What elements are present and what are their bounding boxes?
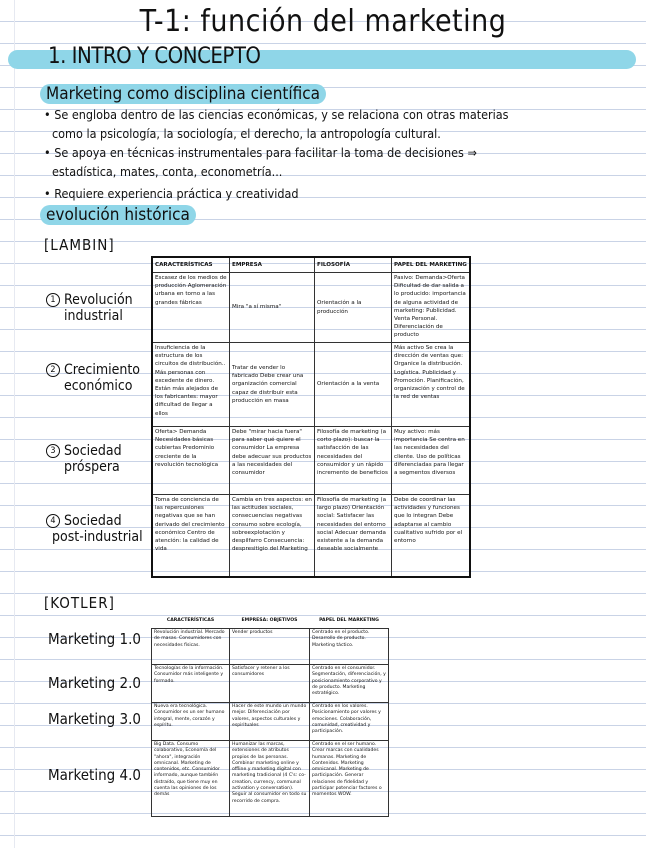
lambin-row-label <box>46 443 122 475</box>
lambin-cell: Oferta> Demanda Necesidades básicas cubiertas Predominio creciente de la revolución tecnológica <box>152 427 230 495</box>
lambin-cell: Orientación a la venta <box>315 343 392 427</box>
kotler-cell: Vender productos <box>230 629 310 665</box>
subtitle-disciplina: Marketing como disciplina científica <box>36 84 330 104</box>
kotler-row-label: Marketing 4.0 <box>48 766 141 784</box>
lambin-row <box>152 343 470 427</box>
lambin-row-label <box>46 362 140 394</box>
lambin-cell: Filosofía de marketing (a corto plazo): buscar la satisfacción de las necesidades del consumidor y un rápido incremento de beneficios <box>315 427 392 495</box>
kotler-cell: Tecnologías de la información. Consumidor más inteligente y formado. <box>152 665 230 703</box>
bullet-1-line1: • Se engloba dentro de las ciencias económicas, y se relaciona con otras materias <box>44 107 509 122</box>
lambin-cell: Escasez de los medios de producción Aglomeración urbana en torno a las grandes fábricas <box>152 273 230 343</box>
row-number: 2 <box>46 363 60 377</box>
lambin-row <box>152 427 470 495</box>
lambin-cell: Pasivo: Demanda>Oferta Dificultad de dar salida a lo producido: importancia de alguna actividad de marketing: Publicidad. Venta Personal. Diferenciación de producto <box>392 273 471 343</box>
lambin-cell: Tratar de vender lo fabricado Debe crear una organización comercial capaz de distribuir esta producción en masa <box>230 343 315 427</box>
page-title: T-1: función del marketing <box>139 4 507 39</box>
bullet-3-line1: • Requiere experiencia práctica y creatividad <box>44 186 299 201</box>
row-number: 3 <box>46 444 60 458</box>
kotler-table <box>151 614 389 817</box>
kotler-cell: Humanizar las marcas, extensiones de atributos propios de las personas. Combinar marketing online y offline y marketing digital con marketing tradicional (4 C's: co-creation, currency, communal activation y conversation). Seguir al consumidor en todo su recorrido de compra. <box>230 741 310 817</box>
lambin-cell: Toma de conciencia de las repercusiones negativas que se han derivado del crecimiento económico Centro de atención: la calidad de vida <box>152 495 230 577</box>
section-title: 1. INTRO Y CONCEPTO <box>48 44 261 69</box>
kotler-row-label: Marketing 3.0 <box>48 710 141 728</box>
kotler-cell: Centrado en el ser humano. Crear marcas con cualidades humanas. Marketing de Contenidos. Marketing omnicanal. Marketing de participación. Generar relaciones de fidelidad y participar potenciar factores o momentos WOW. <box>310 741 389 817</box>
kotler-header: PAPEL DEL MARKETING <box>319 617 379 623</box>
lambin-row <box>152 273 470 343</box>
kotler-cell: Centrado en el consumidor. Segmentación, diferenciación, y posicionamiento corporativo y de producto. Marketing estratégico. <box>310 665 389 703</box>
lambin-cell: Muy activo: más importancia Se centra en las necesidades del cliente. Uso de políticas diferenciadas para llegar a segmentos diversos <box>392 427 471 495</box>
kotler-cell: Centrado en los valores. Posicionamiento por valores y emociones. Colaboración, comunidad, creatividad y participación. <box>310 703 389 741</box>
lambin-header: PAPEL DEL MARKETING <box>392 257 471 273</box>
kotler-cell: Hacer de este mundo un mundo mejor. Diferenciación por valores, aspectos culturales y espirituales <box>230 703 310 741</box>
row-label-line2: industrial <box>64 308 123 324</box>
lambin-label: [LAMBIN] <box>44 236 115 254</box>
lambin-cell: Filosofía de marketing (a largo plazo) Orientación social: Satisfacer las necesidades del entorno social Adecuar demanda existente a la demanda deseable socialmente <box>315 495 392 577</box>
lambin-row-label <box>46 513 143 545</box>
kotler-header: EMPRESA: OBJETIVOS <box>241 617 298 623</box>
lambin-row <box>152 495 470 577</box>
kotler-cell: Satisfacer y retener a los consumidores <box>230 665 310 703</box>
lambin-header: FILOSOFÍA <box>315 257 392 273</box>
kotler-cell: Centrado en el producto. Desarrollo de producto. Marketing táctico. <box>310 629 389 665</box>
lambin-cell: Orientación a la producción <box>315 273 392 343</box>
kotler-header-row <box>152 614 389 629</box>
lambin-cell: Debe de coordinar las actividades y funciones que lo integran Debe adaptarse al cambio cualitativo sufrido por el entorno <box>392 495 471 577</box>
row-label-line1: Sociedad <box>64 443 122 459</box>
kotler-row-label: Marketing 1.0 <box>48 630 141 648</box>
row-number: 4 <box>46 514 60 528</box>
kotler-row <box>152 703 389 741</box>
row-label-line1: Revolución <box>64 292 133 308</box>
kotler-label: [KOTLER] <box>44 594 115 612</box>
kotler-header: CARACTERÍSTICAS <box>166 617 215 623</box>
row-label-line2: económico <box>64 378 133 394</box>
lambin-table <box>151 256 471 578</box>
lambin-cell: Insuficiencia de la estructura de los circuitos de distribución.. Más personas con excedente de dinero. Están más alejados de los fabricantes: mayor dificultad de llegar a ellos <box>152 343 230 427</box>
row-label-line2: post-industrial <box>52 529 143 545</box>
kotler-row <box>152 741 389 817</box>
lambin-header: CARACTERÍSTICAS <box>152 257 230 273</box>
kotler-cell: Revolución industrial. Mercado de masas. Consumidores con necesidades físicas. <box>152 629 230 665</box>
lambin-cell: Mira "a sí misma" <box>230 273 315 343</box>
bullet-2-line1: • Se apoya en técnicas instrumentales para facilitar la toma de decisiones ⇒ <box>44 145 477 160</box>
bullet-1-line2: como la psicología, la sociología, el derecho, la antropología cultural. <box>52 126 441 141</box>
kotler-cell: Nueva era tecnológica. Consumidor es un ser humano integral, mente, corazón y espíritu. <box>152 703 230 741</box>
bullet-list <box>44 105 634 203</box>
lambin-row-label <box>46 292 133 324</box>
lambin-cell: Cambia en tres aspectos: en las actitudes sociales, consecuencias negativas consumo sobre ecología, sobreexplotación y despilfarro Consecuencia: despresitigio del Marketing <box>230 495 315 577</box>
lambin-header-row <box>152 257 470 273</box>
subtitle-evolucion: evolución histórica <box>36 205 200 225</box>
kotler-row <box>152 629 389 665</box>
row-number: 1 <box>46 293 60 307</box>
row-label-line2: próspera <box>64 459 120 475</box>
lambin-cell: Debe "mirar hacia fuera" para saber qué quiere el consumidor La empresa debe adecuar sus productos a las necesidades del consumidor <box>230 427 315 495</box>
kotler-row-label: Marketing 2.0 <box>48 674 141 692</box>
notebook-margin <box>14 0 15 848</box>
bullet-2-line2: estadística, mates, conta, econometría... <box>52 164 283 179</box>
kotler-cell: Big Data. Consumo colaborativo, Economía del "ahora", integración omnicanal. Marketing de contenidos, etc. Consumidor informado, aunque también distraído, que tiene muy en cuenta las opiniones de los demás <box>152 741 230 817</box>
row-label-line1: Crecimiento <box>64 362 140 378</box>
lambin-header: EMPRESA <box>230 257 315 273</box>
lambin-cell: Más activo Se crea la dirección de ventas que: Organice la distribución. Logística. Publicidad y Promoción. Planificación, organización y control de la red de ventas <box>392 343 471 427</box>
row-label-line1: Sociedad <box>64 513 122 529</box>
kotler-row <box>152 665 389 703</box>
